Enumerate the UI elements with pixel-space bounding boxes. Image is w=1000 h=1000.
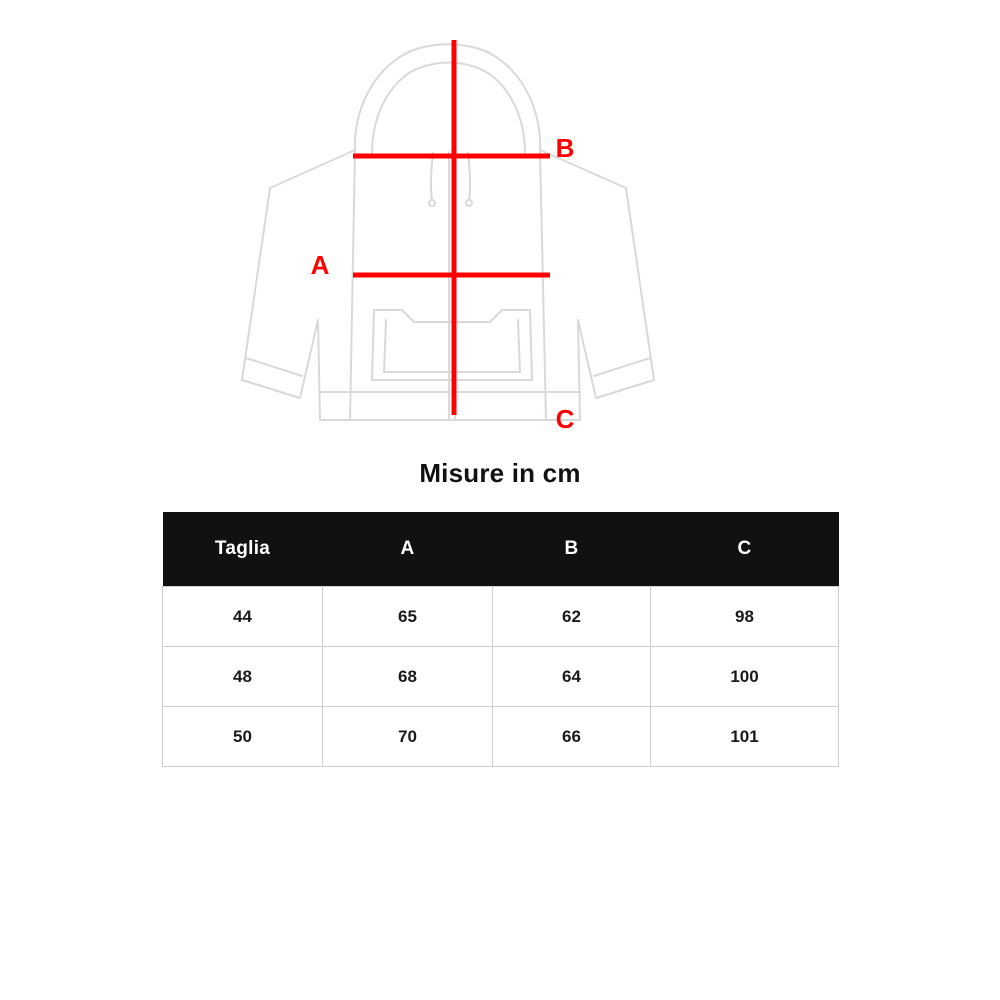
hoodie-outline — [242, 44, 654, 420]
size-table-head — [163, 512, 839, 587]
cell-a: 65 — [323, 587, 493, 647]
column-header-taglia: Taglia — [163, 512, 323, 587]
table-row — [163, 647, 839, 707]
size-table — [162, 512, 839, 767]
column-header-c: C — [651, 512, 839, 587]
cell-a: 70 — [323, 707, 493, 767]
table-header-row — [163, 512, 839, 587]
cell-size: 48 — [163, 647, 323, 707]
cell-size: 44 — [163, 587, 323, 647]
table-row — [163, 587, 839, 647]
label-c: C — [555, 404, 575, 434]
cell-b: 66 — [493, 707, 651, 767]
measures-caption: Misure in cm — [419, 458, 581, 488]
cell-a: 68 — [323, 647, 493, 707]
garment-diagram — [0, 20, 1000, 440]
cell-c: 101 — [651, 707, 839, 767]
size-table-body — [163, 587, 839, 767]
cell-b: 64 — [493, 647, 651, 707]
label-b: B — [555, 133, 575, 163]
hoodie-illustration — [150, 20, 850, 440]
cell-b: 62 — [493, 587, 651, 647]
column-header-a: A — [323, 512, 493, 587]
table-row — [163, 707, 839, 767]
cell-c: 100 — [651, 647, 839, 707]
label-a: A — [310, 250, 330, 280]
column-header-b: B — [493, 512, 651, 587]
cell-c: 98 — [651, 587, 839, 647]
cell-size: 50 — [163, 707, 323, 767]
size-table-container — [162, 512, 838, 767]
